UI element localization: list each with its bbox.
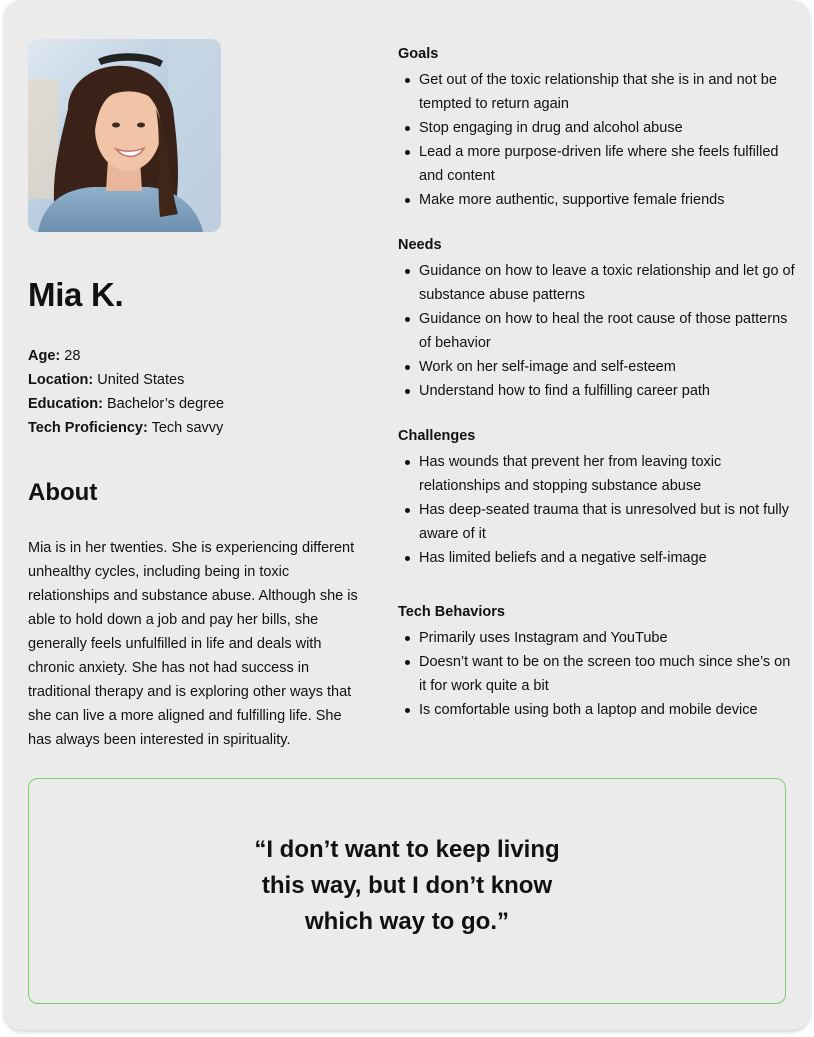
list-item: Lead a more purpose-driven life where she feels fulfilled and content xyxy=(398,140,798,188)
list-item: Guidance on how to heal the root cause of those patterns of behavior xyxy=(398,307,798,355)
about-heading: About xyxy=(28,479,98,506)
about-text: Mia is in her twenties. She is experiencing different unhealthy cycles, including being in toxic relationships and substance abuse. Although she is able to hold down a job and pay her bills, she generally feels unfulfilled in life and deals with chronic anxiety. She has not had success in traditional therapy and is exploring other ways that she can live a more aligned and fulfilling life. She has always been interested in spirituality. xyxy=(28,540,358,748)
list-item: Make more authentic, supportive female friends xyxy=(398,188,798,212)
challenges-heading: Challenges xyxy=(398,428,476,444)
fact-tech-proficiency xyxy=(28,416,224,440)
list-item: Stop engaging in drug and alcohol abuse xyxy=(398,116,798,140)
persona-photo xyxy=(28,39,221,232)
portrait-image xyxy=(28,39,221,232)
tech-behaviors-list xyxy=(398,626,798,722)
challenges-section xyxy=(398,426,798,570)
list-item: Get out of the toxic relationship that she is in and not be tempted to return again xyxy=(398,68,798,116)
fact-education xyxy=(28,392,224,416)
persona-name: Mia K. xyxy=(28,276,124,313)
needs-section xyxy=(398,235,798,403)
fact-label: Location: xyxy=(28,372,94,388)
persona-facts xyxy=(28,344,224,440)
fact-value: 28 xyxy=(64,348,81,364)
list-item: Doesn’t want to be on the screen too much since she’s on it for work quite a bit xyxy=(398,650,798,698)
fact-label: Education: xyxy=(28,396,103,412)
fact-value: Tech savvy xyxy=(151,420,224,436)
goals-section xyxy=(398,44,798,212)
persona-quote: “I don’t want to keep living this way, but I don’t know which way to go.” xyxy=(254,836,560,935)
challenges-list xyxy=(398,450,798,570)
needs-heading: Needs xyxy=(398,237,442,253)
fact-location xyxy=(28,368,224,392)
list-item: Has limited beliefs and a negative self-image xyxy=(398,546,798,570)
list-item: Understand how to find a fulfilling career path xyxy=(398,379,798,403)
tech-behaviors-section xyxy=(398,602,798,722)
list-item: Has deep-seated trauma that is unresolved but is not fully aware of it xyxy=(398,498,798,546)
goals-heading: Goals xyxy=(398,46,439,62)
fact-label: Age: xyxy=(28,348,61,364)
fact-label: Tech Proficiency: xyxy=(28,420,148,436)
list-item: Guidance on how to leave a toxic relationship and let go of substance abuse patterns xyxy=(398,259,798,307)
list-item: Is comfortable using both a laptop and mobile device xyxy=(398,698,798,722)
quote-box xyxy=(28,778,786,1004)
persona-card xyxy=(4,0,810,1030)
list-item: Work on her self-image and self-esteem xyxy=(398,355,798,379)
fact-value: Bachelor’s degree xyxy=(106,396,225,412)
fact-age xyxy=(28,344,224,368)
needs-list xyxy=(398,259,798,403)
list-item: Primarily uses Instagram and YouTube xyxy=(398,626,798,650)
goals-list xyxy=(398,68,798,212)
tech-behaviors-heading: Tech Behaviors xyxy=(398,604,505,620)
list-item: Has wounds that prevent her from leaving toxic relationships and stopping substance abuse xyxy=(398,450,798,498)
fact-value: United States xyxy=(97,372,185,388)
